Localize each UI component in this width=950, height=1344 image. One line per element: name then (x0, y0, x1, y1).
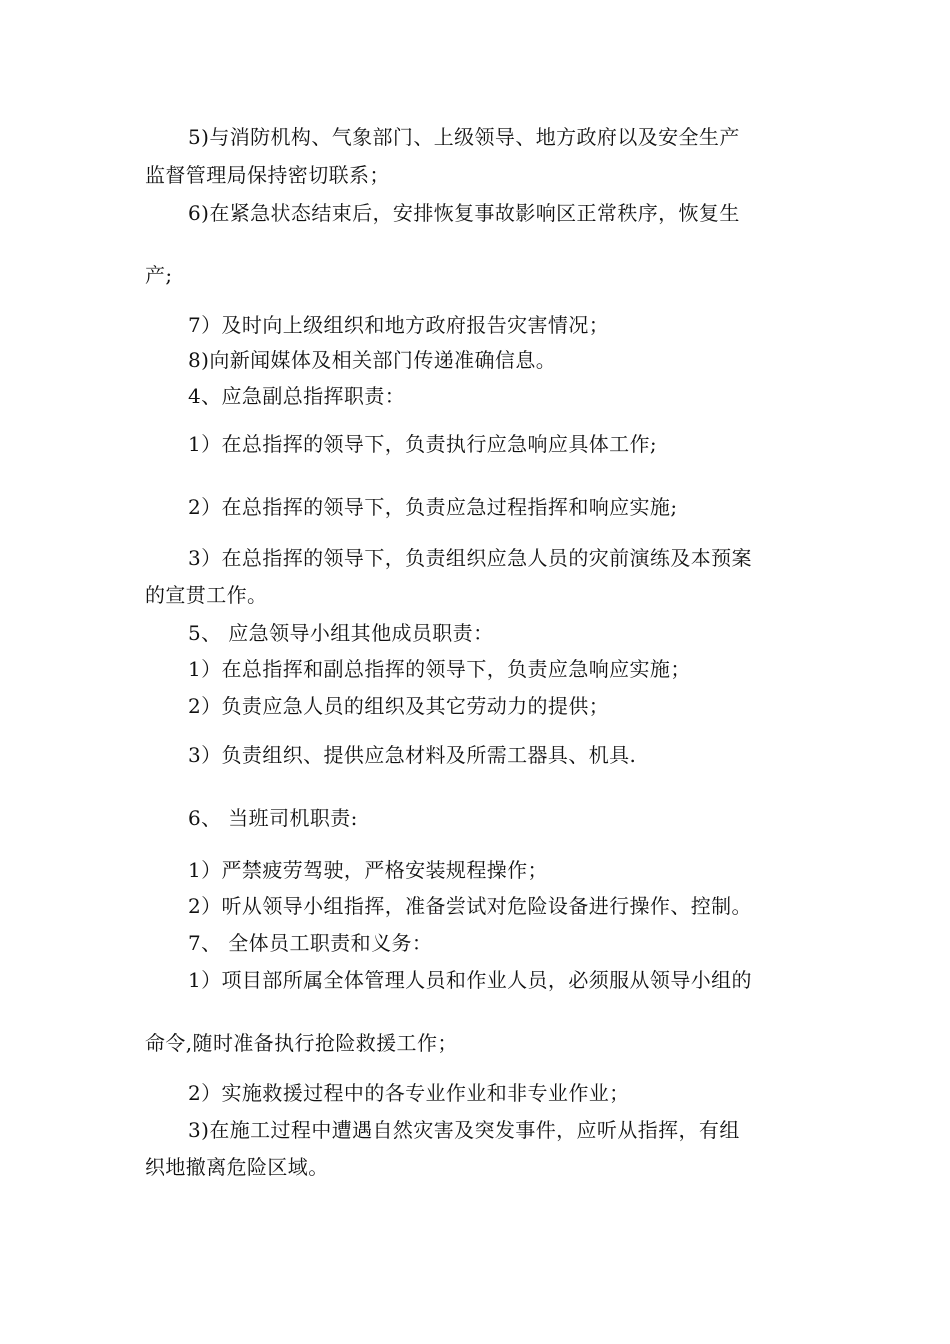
paragraph-line: 7）及时向上级组织和地方政府报告灾害情况； (188, 313, 610, 337)
paragraph-line: 5)与消防机构、气象部门、上级领导、地方政府以及安全生产 (188, 125, 740, 149)
paragraph-line: 监督管理局保持密切联系； (145, 163, 390, 187)
paragraph-line: 3）在总指挥的领导下，负责组织应急人员的灾前演练及本预案 (188, 546, 752, 570)
paragraph-line: 2）负责应急人员的组织及其它劳动力的提供； (188, 694, 610, 718)
section-heading: 7、 全体员工职责和义务： (188, 931, 433, 955)
paragraph-line: 1）在总指挥和副总指挥的领导下，负责应急响应实施； (188, 657, 691, 681)
paragraph-line: 命令,随时准备执行抢险救援工作； (145, 1031, 458, 1055)
section-heading: 4、应急副总指挥职责： (188, 384, 406, 408)
paragraph-line: 3）负责组织、提供应急材料及所需工器具、机具. (188, 743, 637, 767)
paragraph-line: 3)在施工过程中遭遇自然灾害及突发事件，应听从指挥，有组 (188, 1118, 740, 1142)
paragraph-line: 8)向新闻媒体及相关部门传递准确信息。 (188, 348, 557, 372)
paragraph-line: 1）严禁疲劳驾驶，严格安装规程操作； (188, 858, 548, 882)
paragraph-line: 1）项目部所属全体管理人员和作业人员，必须服从领导小组的 (188, 968, 752, 992)
paragraph-line: 2）在总指挥的领导下，负责应急过程指挥和响应实施; (188, 495, 678, 519)
paragraph-line: 2）实施救援过程中的各专业作业和非专业作业； (188, 1081, 630, 1105)
paragraph-line: 的宣贯工作。 (145, 583, 268, 607)
section-heading: 6、 当班司机职责: (188, 806, 358, 830)
paragraph-line: 织地撤离危险区域。 (145, 1155, 329, 1179)
paragraph-line: 2）听从领导小组指挥，准备尝试对危险设备进行操作、控制。 (188, 894, 752, 918)
paragraph-line: 6)在紧急状态结束后，安排恢复事故影响区正常秩序，恢复生 (188, 201, 740, 225)
paragraph-line: 产; (145, 263, 173, 287)
section-heading: 5、 应急领导小组其他成员职责： (188, 621, 494, 645)
paragraph-line: 1）在总指挥的领导下，负责执行应急响应具体工作; (188, 432, 658, 456)
